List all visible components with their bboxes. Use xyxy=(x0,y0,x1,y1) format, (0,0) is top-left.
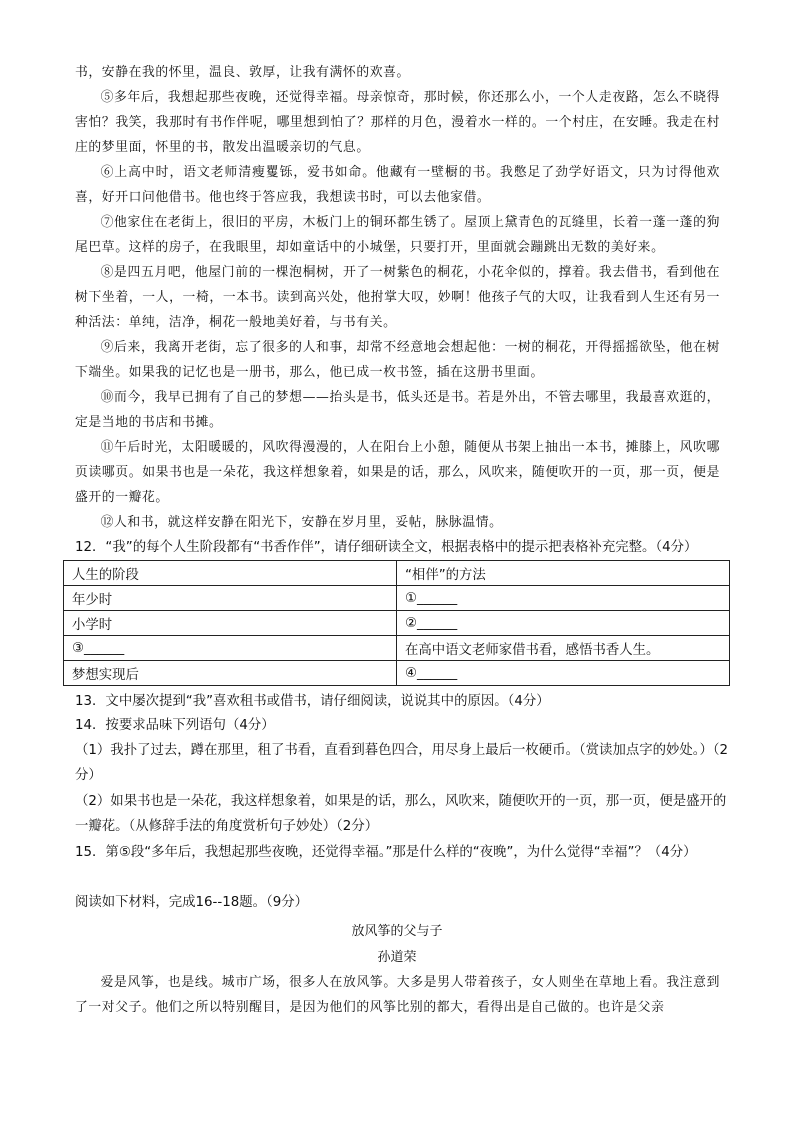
story-paragraph-10: ⑩而今，我早已拥有了自己的梦想——抬头是书，低头还是书。若是外出，不管去哪里，我最喜欢逛的，定是当地的书店和书摊。 xyxy=(75,390,720,430)
question-13: 13．文中屡次提到“我”喜欢租书或借书，请仔细阅读，说说其中的原因。（4分） xyxy=(75,694,550,709)
question-14: 14．按要求品味下列语句（4分） xyxy=(75,718,275,733)
table-cell-blank[interactable]: ①______ xyxy=(397,586,730,611)
story-paragraph-11: ⑪午后时光，太阳暖暖的，风吹得漫漫的，人在阳台上小憩，随便从书架上抽出一本书，摊膝上，风吹哪页读哪页。如果书也是一朵花，我这样想象着，如果是的话，那么，风吹来，随便吹开的一页，那一页，便是盛开的一瓣花。 xyxy=(75,440,720,505)
story2-author: 孙道荣 xyxy=(377,950,417,965)
table-cell: 梦想实现后 xyxy=(64,661,397,686)
table-row xyxy=(64,661,730,686)
reading-intro: 阅读如下材料，完成16--18题。（9分） xyxy=(75,895,309,910)
table-cell-blank[interactable]: ②______ xyxy=(397,611,730,636)
question-12: 12．“我”的每个人生阶段都有“书香作伴”，请仔细研读全文，根据表格中的提示把表格补充完整。（4分） xyxy=(75,540,698,555)
table-row xyxy=(64,636,730,661)
table-cell: 小学时 xyxy=(64,611,397,636)
table-cell-blank[interactable]: ④______ xyxy=(397,661,730,686)
story-paragraph-6: ⑥上高中时，语文老师清瘦矍铄，爱书如命。他藏有一壁橱的书。我憋足了劲学好语文，只为讨得他欢喜，好开口问他借书。他也终于答应我，我想读书时，可以去他家借。 xyxy=(75,165,720,205)
story2-title: 放风筝的父与子 xyxy=(351,924,443,939)
story2-paragraph-1: 爱是风筝，也是线。城市广场，很多人在放风筝。大多是男人带着孩子，女人则坐在草地上看。我注意到了一对父子。他们之所以特别醒目，是因为他们的风筝比别的都大，看得出是自己做的。也许是父亲 xyxy=(75,975,720,1015)
table-cell: 在高中语文老师家借书看，感悟书香人生。 xyxy=(397,636,730,661)
question-14-part-1: （1）我扑了过去，蹲在那里，租了书看，直看到暮色四合，用尽身上最后一枚硬币。（赏读加点字的妙处。）（2分） xyxy=(75,743,729,783)
table-row xyxy=(64,586,730,611)
question-14-part-2: （2）如果书也是一朵花，我这样想象着，如果是的话，那么，风吹来，随便吹开的一页，那一页，便是盛开的一瓣花。（从修辞手法的角度赏析句子妙处）（2分） xyxy=(75,794,727,834)
story-paragraph-7: ⑦他家住在老街上，很旧的平房，木板门上的铜环都生锈了。屋顶上黛青色的瓦缝里，长着一蓬一蓬的狗尾巴草。这样的房子，在我眼里，却如童话中的小城堡，只要打开，里面就会蹦跳出无数的美好来。 xyxy=(75,215,720,255)
table-header-cell: 人生的阶段 xyxy=(64,561,397,586)
table-cell-blank[interactable]: ③______ xyxy=(64,636,397,661)
table-row xyxy=(64,611,730,636)
story-paragraph-12: ⑫人和书，就这样安静在阳光下，安静在岁月里，妥帖，脉脉温情。 xyxy=(100,515,503,530)
table-header-cell: “相伴”的方法 xyxy=(397,561,730,586)
story-paragraph-9: ⑨后来，我离开老街，忘了很多的人和事，却常不经意地会想起他：一树的桐花，开得摇摇欲坠，他在树下端坐。如果我的记忆也是一册书，那么，他已成一枚书签，插在这册书里面。 xyxy=(75,340,720,380)
table-header-row xyxy=(64,561,730,586)
story-paragraph-5: ⑤多年后，我想起那些夜晚，还觉得幸福。母亲惊奇，那时候，你还那么小，一个人走夜路，怎么不晓得害怕？我笑，我那时有书作伴呢，哪里想到怕了？那样的月色，漫着水一样的。一个村庄，在安睡。我走在村庄的梦里面，怀里的书，散发出温暖亲切的气息。 xyxy=(75,90,720,155)
life-stage-table xyxy=(63,560,730,686)
story-paragraph-tail: 书，安静在我的怀里，温良、敦厚，让我有满怀的欢喜。 xyxy=(75,65,410,80)
question-15: 15．第⑤段“多年后，我想起那些夜晚，还觉得幸福。”那是什么样的“夜晚”，为什么觉得“幸福”？（4分） xyxy=(75,845,697,860)
table-cell: 年少时 xyxy=(64,586,397,611)
story-paragraph-8: ⑧是四五月吧，他屋门前的一棵泡桐树，开了一树紫色的桐花，小花伞似的，撑着。我去借书，看到他在树下坐着，一人，一椅，一本书。读到高兴处，他拊掌大叹，妙啊！他孩子气的大叹，让我看到人生还有另一种活法：单纯，洁净，桐花一般地美好着，与书有关。 xyxy=(75,265,720,330)
